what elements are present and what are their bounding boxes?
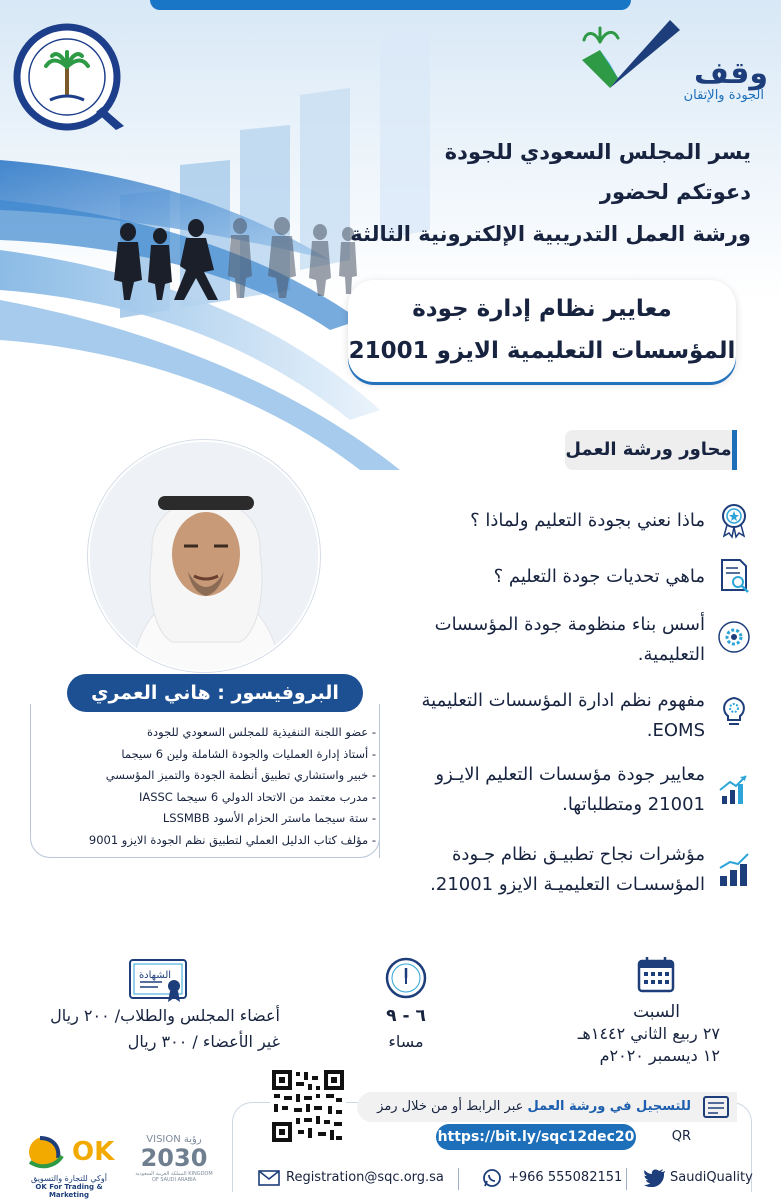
workshop-title-line-2: المؤسسات التعليمية الايزو 21001: [348, 338, 736, 364]
bio-item: - مؤلف كتاب الدليل العملي لتطبيق نظم الجودة الايزو 9001: [36, 830, 376, 852]
award-medal-icon: [714, 500, 754, 540]
axis-item-2: ماهي تحديات جودة التعليم ؟: [493, 566, 705, 587]
bar-chart-icon: [714, 850, 754, 890]
calendar-icon: [636, 954, 676, 994]
registration-suffix: عبر الرابط أو من خلال رمز QR: [377, 1099, 691, 1144]
axis-item-1: ماذا نعني بجودة التعليم ولماذا ؟: [470, 510, 705, 531]
register-form-icon: [702, 1094, 730, 1120]
vision-year: 2030: [140, 1144, 208, 1172]
registration-prefix: للتسجيل في ورشة العمل: [527, 1099, 691, 1114]
ok-logo-text: OK: [72, 1137, 115, 1167]
gears-icon: [714, 617, 754, 657]
bar-column-1: [380, 30, 430, 240]
axis-item-4: مفهوم نظم ادارة المؤسسات التعليمية EOMS.: [421, 690, 705, 741]
workshop-title-line-1: معايير نظام إدارة جودة: [412, 296, 672, 322]
ok-logo: [22, 1132, 116, 1199]
vision-2030-logo: [132, 1134, 216, 1192]
workshop-title-box: [348, 280, 736, 382]
invitation-line-1: يسر المجلس السعودي للجودة: [444, 140, 751, 164]
axis-item-5: معايير جودة مؤسسات التعليم الايـزو 21001 ومتطلباتها.: [435, 764, 705, 815]
event-day: السبت: [633, 1002, 680, 1022]
side-vertical-decoration: [2, 1100, 12, 1195]
speaker-photo: [88, 440, 320, 672]
ok-sub-ar: أوكي للتجارة والتسويق: [31, 1174, 107, 1183]
top-accent-band: [150, 0, 631, 10]
clock-icon: [384, 956, 428, 1000]
speaker-portrait-icon: [90, 442, 320, 672]
contact-twitter[interactable]: SaudiQuality: [670, 1170, 753, 1185]
axes-heading: محاور ورشة العمل: [565, 430, 737, 470]
bio-item: - مدرب معتمد من الاتحاد الدولي 6 سيجما IASSC: [36, 787, 376, 809]
growth-chart-icon: [714, 770, 754, 810]
speaker-name: البروفيسور : هاني العمري: [67, 674, 363, 712]
bio-item: - أستاذ إدارة العمليات والجودة الشاملة ولين 6 سيجما: [36, 744, 376, 766]
contact-email[interactable]: Registration@sqc.org.sa: [286, 1170, 444, 1185]
twitter-icon: [644, 1169, 666, 1187]
qr-code-graphic: [270, 1068, 346, 1144]
fee-non-members: غير الأعضاء / ٣٠٠ ريال: [127, 1032, 280, 1051]
registration-link[interactable]: https://bit.ly/sqc12dec20: [436, 1124, 636, 1150]
email-icon: [258, 1170, 280, 1186]
invitation-line-2: دعوتكم لحضور: [599, 180, 751, 204]
time-period: مساء: [388, 1032, 424, 1051]
axis-item-3: أسس بناء منظومة جودة المؤسسات التعليمية.: [434, 614, 705, 665]
contact-divider: [626, 1168, 627, 1190]
ok-logo-mark-icon: [22, 1132, 116, 1170]
time-range: ٦ - ٩: [386, 1006, 426, 1026]
invitation-line-3: ورشة العمل التدريبية الإلكترونية الثالثة: [350, 222, 751, 246]
contact-divider: [458, 1168, 459, 1190]
whatsapp-icon: [482, 1168, 502, 1188]
date-gregorian: ١٢ ديسمبر ٢٠٢٠م: [599, 1046, 720, 1065]
sqc-emblem-icon: [12, 22, 132, 132]
qr-code-icon[interactable]: [270, 1068, 346, 1144]
certificate-label: الشهادة: [138, 970, 172, 981]
axis-item-6: مؤشرات نجاح تطبيـق نظام جـودة المؤسسـات التعليميـة الايزو 21001.: [430, 844, 705, 895]
ok-sub-en: OK For Trading & Marketing: [35, 1183, 103, 1199]
bio-item: - ستة سيجما ماستر الحزام الأسود LSSMBB: [36, 808, 376, 830]
waqf-logo-sub: الجودة والإتقان: [683, 88, 764, 103]
document-search-icon: [714, 556, 754, 596]
date-hijri: ٢٧ ربيع الثاني ١٤٤٢هـ: [577, 1024, 720, 1043]
bio-item: - عضو اللجنة التنفيذية للمجلس السعودي للجودة: [36, 722, 376, 744]
fee-members: أعضاء المجلس والطلاب/ ٢٠٠ ريال: [50, 1006, 280, 1025]
speaker-bio-list: [36, 722, 376, 851]
bio-item: - خبير واستشاري تطبيق أنظمة الجودة والتميز المؤسسي: [36, 765, 376, 787]
sqc-logo: [12, 22, 132, 132]
lightbulb-gear-icon: [714, 690, 754, 730]
vision-label: VISION رؤية: [146, 1134, 202, 1145]
vision-sub: المملكة العربية السعودية KINGDOM OF SAUDI ARABIA: [135, 1171, 213, 1183]
waqf-logo-text: وقف: [693, 56, 768, 91]
contact-phone[interactable]: +966 555082151: [508, 1170, 623, 1185]
